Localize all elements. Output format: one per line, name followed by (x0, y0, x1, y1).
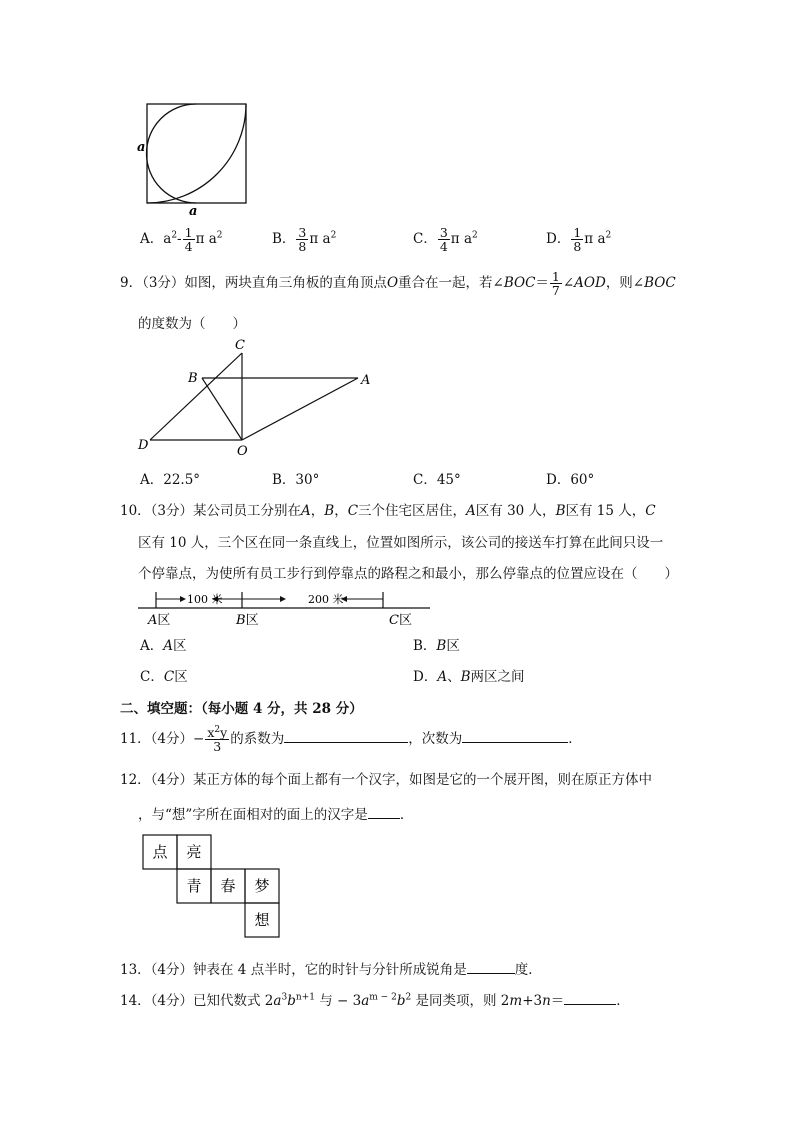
q8-option-b: B． $\frac{3}{8}$ π $a^2$ (272, 225, 337, 255)
q10-distance-100: 100 米 (187, 593, 223, 606)
q10-option-d: D．A、B两区之间 (413, 669, 525, 685)
q9-option-d: D．60° (546, 472, 595, 488)
q8-option-d: D． $\frac{1}{8}$ π $a^2$ (546, 225, 612, 255)
q14-blank[interactable] (564, 1004, 616, 1005)
q8-square (147, 104, 246, 203)
q13-blank[interactable] (467, 973, 515, 974)
q9-line-B-O (202, 378, 242, 440)
q8-quarter-arc (147, 104, 246, 203)
q12-stem-line1: 12．（4分）某正方体的每个面上都有一个汉字，如图是它的一个展开图，则在原正方体中 (120, 772, 653, 788)
q9-line-A-O (242, 378, 358, 440)
net-cell-qing: 青 (186, 877, 202, 895)
q10-label-a: A区 (148, 613, 171, 628)
q11-stem: 11．（4分）− $\frac{x^2y}{3}$ 的系数为 ，次数为 ． (120, 725, 582, 755)
q9-label-A: A (361, 373, 371, 388)
q10-distance-200: 200 米 (308, 593, 344, 606)
q13-stem: 13．（4分）钟表在 4 点半时，它的时针与分针所成锐角是 度． (120, 962, 542, 978)
q10-label-c: C区 (389, 613, 412, 628)
q8-label-bottom: a (189, 204, 198, 219)
section-2-title: 二、填空题：（每小题 4 分，共 28 分） (120, 701, 363, 717)
q12-blank[interactable] (368, 818, 400, 819)
q9-option-c: C．45° (413, 472, 461, 488)
q9-figure (130, 335, 380, 460)
q8-option-c: C． $\frac{3}{4}$ π $a^2$ (413, 225, 478, 255)
q9-option-b: B．30° (272, 472, 320, 488)
q9-label-C: C (235, 338, 245, 353)
q9-label-D: D (138, 438, 149, 453)
q8-option-a: A．$a^2-$ $\frac{1}{4}$ π $a^2$ (140, 225, 223, 255)
q14-stem: 14．（4分）已知代数式 $2a^3b^{n+1}$ 与 − $3a^{m - 2}b^2$ 是同类项，则 2m+3n＝ ． (120, 992, 630, 1009)
q8-a-fraction: $\frac{1}{4}$ (184, 225, 193, 255)
net-cell-meng: 梦 (254, 877, 270, 895)
q11-fraction: $\frac{x^2y}{3}$ (207, 725, 228, 755)
q9-label-B: B (188, 371, 198, 386)
q11-blank-degree[interactable] (462, 742, 568, 743)
q12-stem-line2: ，与“想”字所在面相对的面上的汉字是 ． (138, 807, 414, 823)
q10-figure (130, 586, 440, 631)
q10-option-a: A．A区 (140, 638, 187, 654)
q9-fraction: $\frac{1}{7}$ (551, 269, 560, 299)
net-cell-xiang: 想 (254, 911, 270, 929)
q8-figure (130, 95, 260, 220)
q10-stem-line3: 个停靠点，为使所有员工步行到停靠点的路程之和最小，那么停靠点的位置应设在（ ） (138, 566, 678, 582)
net-cell-liang: 亮 (186, 843, 202, 861)
q8-semicircle-arc (147, 104, 197, 203)
q9-label-O: O (237, 444, 248, 459)
q12-cube-net (140, 832, 280, 938)
q9-option-a: A．22.5° (140, 472, 201, 488)
q9-line-C-D (150, 353, 242, 440)
net-cell-dian: 点 (152, 843, 168, 861)
net-cell-chun: 春 (220, 877, 236, 895)
q10-option-b: B．B区 (413, 638, 460, 654)
q10-stem-line1: 10．（3分）某公司员工分别在A，B，C三个住宅区居住，A区有 30 人，B区有 15 人，C (120, 503, 656, 519)
q11-blank-coefficient[interactable] (284, 742, 408, 743)
q10-option-c: C．C区 (140, 669, 188, 685)
q9-stem-line2: 的度数为（ ） (138, 316, 246, 332)
q10-label-b: B区 (236, 613, 259, 628)
q9-stem-line1: 9．（3分）如图，两块直角三角板的直角顶点O重合在一起，若∠BOC＝ $\frac{1}{7}$ ∠AOD，则∠BOC (120, 269, 676, 299)
q8-label-left: a (137, 140, 146, 155)
q10-stem-line2: 区有 10 人，三个区在同一条直线上，位置如图所示，该公司的接送车打算在此间只设一 (138, 535, 664, 551)
